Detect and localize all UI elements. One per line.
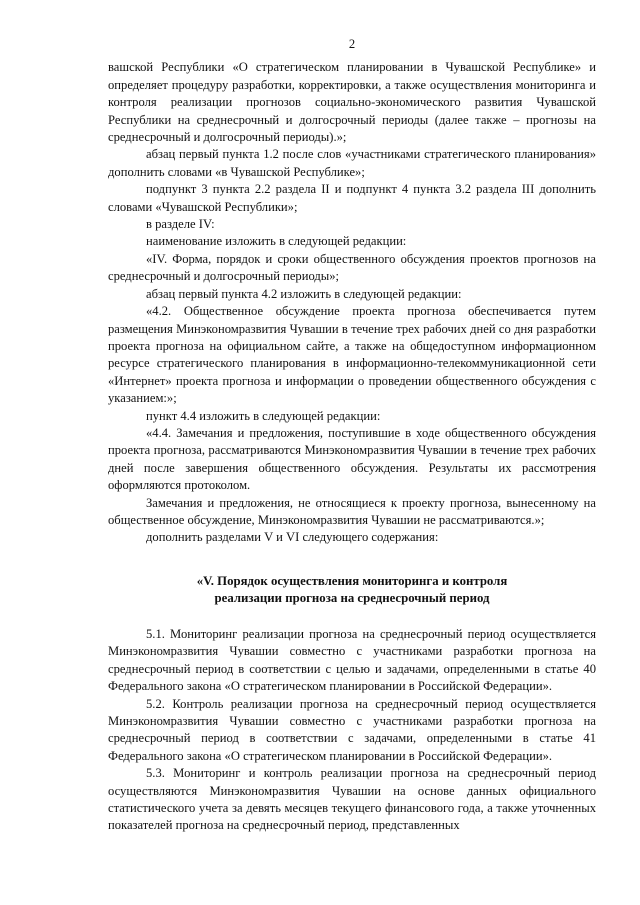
paragraph: дополнить разделами V и VI следующего содержания: — [146, 530, 439, 545]
paragraph: 5.1. Мониторинг реализации прогноза на среднесрочный период осуществляется Минэкономразвития Чувашии совместно с участниками разработки прогноза на среднесрочный период в соответствии с целью и задачами, определенными в статье 40 Федерального закона «О стратегическом планировании в Российской Федерации». — [108, 626, 596, 694]
paragraph: «IV. Форма, порядок и сроки общественного обсуждения проектов прогнозов на среднесрочный и долгосрочный периоды»; — [108, 251, 596, 284]
paragraph: «4.2. Общественное обсуждение проекта прогноза обеспечивается путем размещения Минэкономразвития Чувашии в течение трех рабочих дней со дня разработки проекта прогноза на официальном сайте, а также на общедоступном информационном ресурсе стратегического планирования в информационно-телекоммуникационной сети «Интернет» проекта прогноза и информации о проведении общественного обсуждения с указанием:»; — [108, 304, 596, 406]
paragraph: наименование изложить в следующей редакции: — [146, 234, 407, 249]
paragraph: абзац первый пункта 1.2 после слов «участниками стратегического планирования» дополнить словами «в Чувашской Республике»; — [108, 147, 596, 179]
paragraph: пункт 4.4 изложить в следующей редакции: — [146, 408, 381, 423]
section-heading-line: «V. Порядок осуществления мониторинга и контроля — [196, 573, 508, 588]
paragraph: 5.2. Контроль реализации прогноза на среднесрочный период осуществляется Минэкономразвития Чувашии совместно с участниками разработки прогноза на среднесрочный период в соответствии с задачами, определенными в статье 41 Федерального закона «О стратегическом планировании в Российской Федерации». — [108, 696, 596, 763]
paragraph: подпункт 3 пункта 2.2 раздела II и подпункт 4 пункта 3.2 раздела III дополнить словами «Чувашской Республики»; — [108, 182, 596, 214]
section-heading-line: реализации прогноза на среднесрочный период — [214, 591, 490, 606]
paragraph: в разделе IV: — [146, 217, 215, 232]
page-number: 2 — [348, 37, 356, 51]
paragraph: «4.4. Замечания и предложения, поступившие в ходе общественного обсуждения проекта прогноза, рассматриваются Минэкономразвития Чувашии в течение трех рабочих дней после завершения общественного обсуждения. Результаты их рассмотрения оформляются протоколом. — [108, 425, 596, 493]
document-page — [108, 36, 596, 835]
paragraph: абзац первый пункта 4.2 изложить в следующей редакции: — [146, 286, 462, 301]
paragraph: 5.3. Мониторинг и контроль реализации прогноза на среднесрочный период осуществляются Минэкономразвития Чувашии на основе данных официального статистического учета за девять месяцев текущего финансового года, а также уточненных показателей прогноза на среднесрочный период, представленных — [108, 766, 596, 833]
paragraph: Замечания и предложения, не относящиеся к проекту прогноза, вынесенному на общественное обсуждение, Минэкономразвития Чувашии не рассматриваются.»; — [108, 495, 596, 527]
section-heading — [108, 573, 596, 608]
paragraph-continuation: вашской Республики «О стратегическом планировании в Чувашской Республике» и определяет процедуру разработки, корректировки, а также осуществления мониторинга и контроля реализации прогнозов социально-экономического развития Чувашской Республики на среднесрочный и долгосрочный периоды (далее также – прогнозы на среднесрочный и долгосрочный периоды).»; — [108, 60, 596, 145]
